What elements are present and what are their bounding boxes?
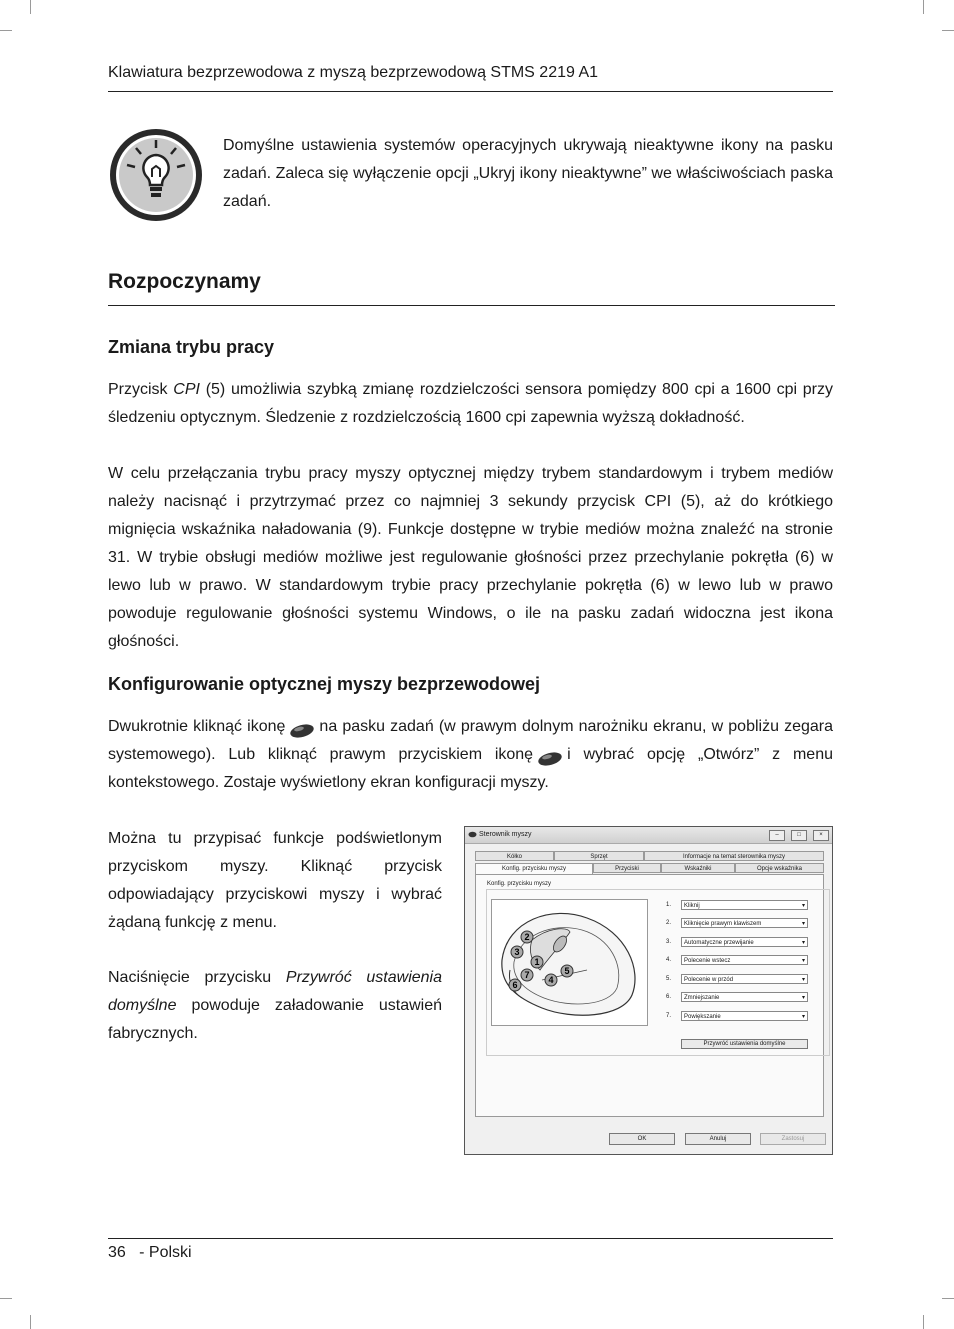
- text-run: i wybrać opcję „Otwórz” z menu kontekstowego. Zostaje wyświetlony ekran konfiguracji myszy.: [108, 746, 834, 791]
- crop-mark: [923, 1315, 924, 1329]
- function-select-4[interactable]: Polecenie wstecz ▾: [681, 955, 808, 965]
- restore-defaults-button[interactable]: Przywróć ustawienia domyślne: [681, 1039, 808, 1049]
- config-paragraph-3: [108, 964, 442, 1048]
- mode-heading: Zmiana trybu pracy: [108, 337, 275, 357]
- row-number: 7.: [666, 1013, 672, 1019]
- tab-button-config[interactable]: Konfig. przycisku myszy: [475, 863, 593, 874]
- config-paragraph-2: Można tu przypisać funkcje podświetlonym przyciskom myszy. Kliknąć przycisk odpowiadający przyciskowi myszy i wybrać żądaną funkcję z menu.: [108, 830, 442, 931]
- tip-text: Domyślne ustawienia systemów operacyjnych ukrywają nieaktywne ikony na pasku zadań. Zaleca się wyłączenie opcji „Ukryj ikony nieaktywne” we właściwościach paska zadań.: [223, 137, 833, 210]
- function-select-5[interactable]: Polecenie w przód ▾: [681, 974, 808, 984]
- lightbulb-icon: [108, 127, 204, 223]
- section-rule: [108, 305, 835, 306]
- svg-text:4: 4: [548, 975, 554, 985]
- crop-mark: [0, 30, 12, 31]
- callout-7: [520, 968, 534, 984]
- row-number: 3.: [666, 939, 672, 945]
- mouse-diagram: [491, 899, 648, 1026]
- svg-text:7: 7: [524, 970, 530, 980]
- function-select-6[interactable]: Zmniejszanie ▾: [681, 992, 808, 1002]
- row-number: 1.: [666, 902, 672, 908]
- tab-pointer-options[interactable]: Opcje wskaźnika: [735, 863, 824, 873]
- row-number: 2.: [666, 920, 672, 926]
- close-button[interactable]: ×: [813, 830, 829, 841]
- tab-driver-info[interactable]: Informacje na temat sterownika myszy: [644, 851, 824, 861]
- cpi-term: CPI: [173, 381, 200, 398]
- callout-5: [560, 964, 574, 980]
- svg-text:2: 2: [524, 932, 530, 942]
- tab-row-front: [475, 863, 824, 873]
- tab-buttons[interactable]: Przyciski: [593, 863, 661, 873]
- mode-paragraph-1: [108, 376, 833, 432]
- reset-term: Przywróć ustawienia domyślne: [108, 969, 442, 1014]
- tab-pointers[interactable]: Wskaźniki: [661, 863, 735, 873]
- text-run: Przycisk: [108, 381, 174, 398]
- function-select-7[interactable]: Powiększanie ▾: [681, 1011, 808, 1021]
- svg-text:1: 1: [534, 957, 540, 967]
- mode-paragraph-2: W celu przełączania trybu pracy myszy optycznej między trybem standardowym i trybem mediów należy nacisnąć i przytrzymać przez co najmniej 3 sekundy przycisk CPI (5), aż do krótkiego mignięcia wskaźnika naładowania (9). Funkcje dostępne w trybie mediów można znaleźć na stronie 31. W trybie obsługi mediów możliwe jest regulowanie głośności przez przechylanie pokrętła (6) w lewo lub w prawo. W standardowym trybie pracy przechylanie pokrętła (6) w lewo lub w prawo powoduje regulowanie głośności systemu Windows, o ile na pasku zadań widoczna jest ikona głośności.: [108, 465, 833, 650]
- function-select-3[interactable]: Automatyczne przewijanie ▾: [681, 937, 808, 947]
- section-title: Rozpoczynamy: [108, 270, 261, 293]
- callout-2: [520, 930, 534, 946]
- mouse-tray-icon: [537, 748, 563, 762]
- text-run: Naciśnięcie przycisku: [108, 969, 286, 986]
- callout-4: [544, 973, 558, 989]
- text-run: powoduje załadowanie ustawień fabrycznych.: [108, 997, 442, 1042]
- minimize-button[interactable]: –: [769, 830, 785, 841]
- mouse-driver-dialog: [464, 826, 833, 1155]
- crop-mark: [0, 1298, 12, 1299]
- text-run: na pasku zadań (w prawym dolnym narożniku ekranu, w pobliżu zegara systemowego). Lub kliknąć prawym przyciskiem ikonę: [108, 718, 834, 763]
- crop-mark: [942, 1298, 954, 1299]
- cancel-button[interactable]: Anuluj: [685, 1133, 751, 1145]
- apply-button[interactable]: Zastosuj: [760, 1133, 826, 1145]
- crop-mark: [942, 30, 954, 31]
- maximize-button[interactable]: □: [791, 830, 807, 841]
- running-header: Klawiatura bezprzewodowa z myszą bezprzewodową STMS 2219 A1: [108, 64, 599, 81]
- tab-row-back: [475, 851, 824, 861]
- crop-mark: [923, 0, 924, 14]
- svg-text:6: 6: [512, 980, 518, 990]
- footer-rule: [108, 1238, 833, 1239]
- tab-wheel[interactable]: Kółko: [475, 851, 554, 861]
- page-number: 36: [108, 1244, 126, 1261]
- function-select-1[interactable]: Kliknij ▾: [681, 900, 808, 910]
- tab-hardware[interactable]: Sprzęt: [554, 851, 644, 861]
- dialog-title: Sterownik myszy: [479, 831, 532, 838]
- text-run: Dwukrotnie kliknąć ikonę: [108, 718, 286, 735]
- row-number: 6.: [666, 994, 672, 1000]
- mouse-icon: [468, 831, 477, 838]
- text-run: (5) umożliwia szybką zmianę rozdzielczości sensora pomiędzy 800 cpi a 1600 cpi przy śledzeniu optycznym. Śledzenie z rozdzielczością 1600 cpi zapewnia wyższą dokładność.: [108, 381, 834, 426]
- svg-text:5: 5: [564, 966, 570, 976]
- config-heading: Konfigurowanie optycznej myszy bezprzewodowej: [108, 674, 541, 694]
- ok-button[interactable]: OK: [609, 1133, 675, 1145]
- footer-language: - Polski: [139, 1244, 192, 1261]
- crop-mark: [30, 1315, 31, 1329]
- dialog-titlebar: [465, 827, 832, 844]
- crop-mark: [30, 0, 31, 14]
- config-paragraph-1: [108, 713, 833, 797]
- row-number: 4.: [666, 957, 672, 963]
- mouse-tray-icon: [289, 720, 315, 734]
- row-number: 5.: [666, 976, 672, 982]
- page-footer: [108, 1244, 192, 1262]
- group-label: Konfig. przycisku myszy: [487, 881, 552, 887]
- function-select-2[interactable]: Kliknięcie prawym klawiszem ▾: [681, 918, 808, 928]
- header-rule: [108, 91, 833, 92]
- callout-6: [508, 978, 522, 994]
- svg-text:3: 3: [514, 947, 520, 957]
- callout-3: [510, 945, 524, 961]
